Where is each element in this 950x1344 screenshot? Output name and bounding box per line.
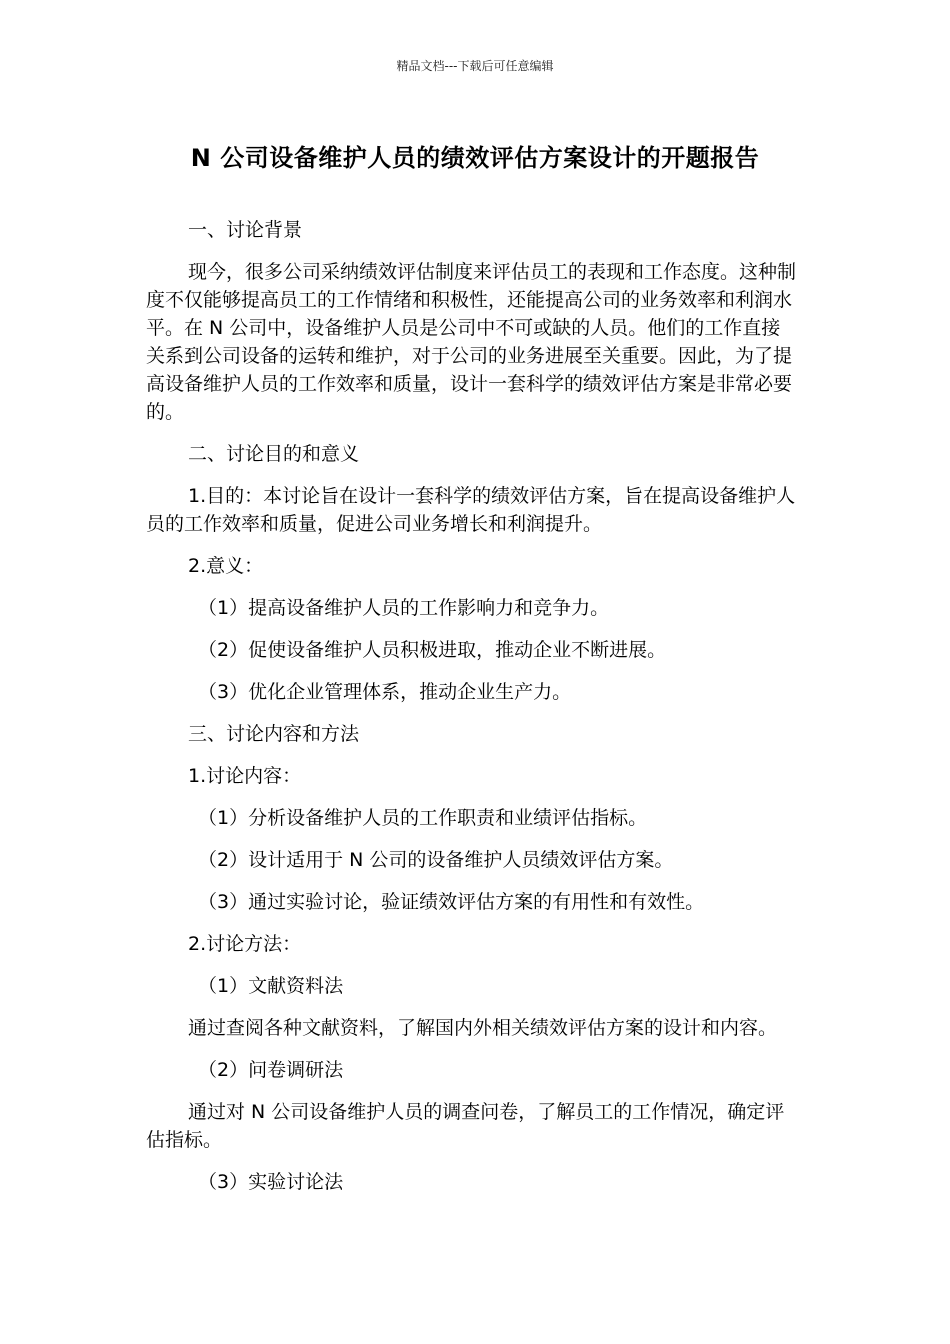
document-title: N 公司设备维护人员的绩效评估方案设计的开题报告: [190, 144, 760, 172]
document-body: [146, 216, 796, 1210]
list-item: （1）提高设备维护人员的工作影响力和竞争力。: [198, 597, 610, 619]
paragraph-survey-method: 通过对 N 公司设备维护人员的调查问卷，了解员工的工作情况，确定评估指标。: [146, 1101, 785, 1151]
list-item: （2）问卷调研法: [198, 1059, 344, 1081]
subheading-research-content: 1.讨论内容：: [188, 765, 302, 787]
section-heading-background: 一、讨论背景: [188, 219, 303, 241]
page-header-note: 精品文档---下载后可任意编辑: [396, 59, 554, 73]
paragraph-purpose: 1.目的：本讨论旨在设计一套科学的绩效评估方案，旨在提高设备维护人员的工作效率和质量，促进公司业务增长和利润提升。: [146, 485, 796, 535]
list-item: （2）促使设备维护人员积极进取，推动企业不断进展。: [198, 639, 667, 661]
list-item: （3）优化企业管理体系，推动企业生产力。: [198, 681, 572, 703]
paragraph-background: 现今，很多公司采纳绩效评估制度来评估员工的表现和工作态度。这种制度不仅能够提高员工的工作情绪和积极性，还能提高公司的业务效率和利润水平。在 N 公司中，设备维护人员是公司中不可或缺的人员。他们的工作直接关系到公司设备的运转和维护，对于公司的业务进展至关重要。因此，为了提高设备维护人员的工作效率和质量，设计一套科学的绩效评估方案是非常必要的。: [146, 261, 797, 423]
list-item: （1）文献资料法: [198, 975, 344, 997]
list-item: （3）实验讨论法: [198, 1171, 344, 1193]
list-item: （3）通过实验讨论，验证绩效评估方案的有用性和有效性。: [198, 891, 705, 913]
paragraph-literature-method: 通过查阅各种文献资料，了解国内外相关绩效评估方案的设计和内容。: [188, 1017, 778, 1039]
section-heading-content-methods: 三、讨论内容和方法: [188, 723, 360, 745]
subheading-significance: 2.意义：: [188, 555, 264, 577]
list-item: （2）设计适用于 N 公司的设备维护人员绩效评估方案。: [198, 849, 674, 871]
subheading-research-methods: 2.讨论方法：: [188, 933, 302, 955]
list-item: （1）分析设备维护人员的工作职责和业绩评估指标。: [198, 807, 648, 829]
section-heading-purpose: 二、讨论目的和意义: [188, 443, 360, 465]
